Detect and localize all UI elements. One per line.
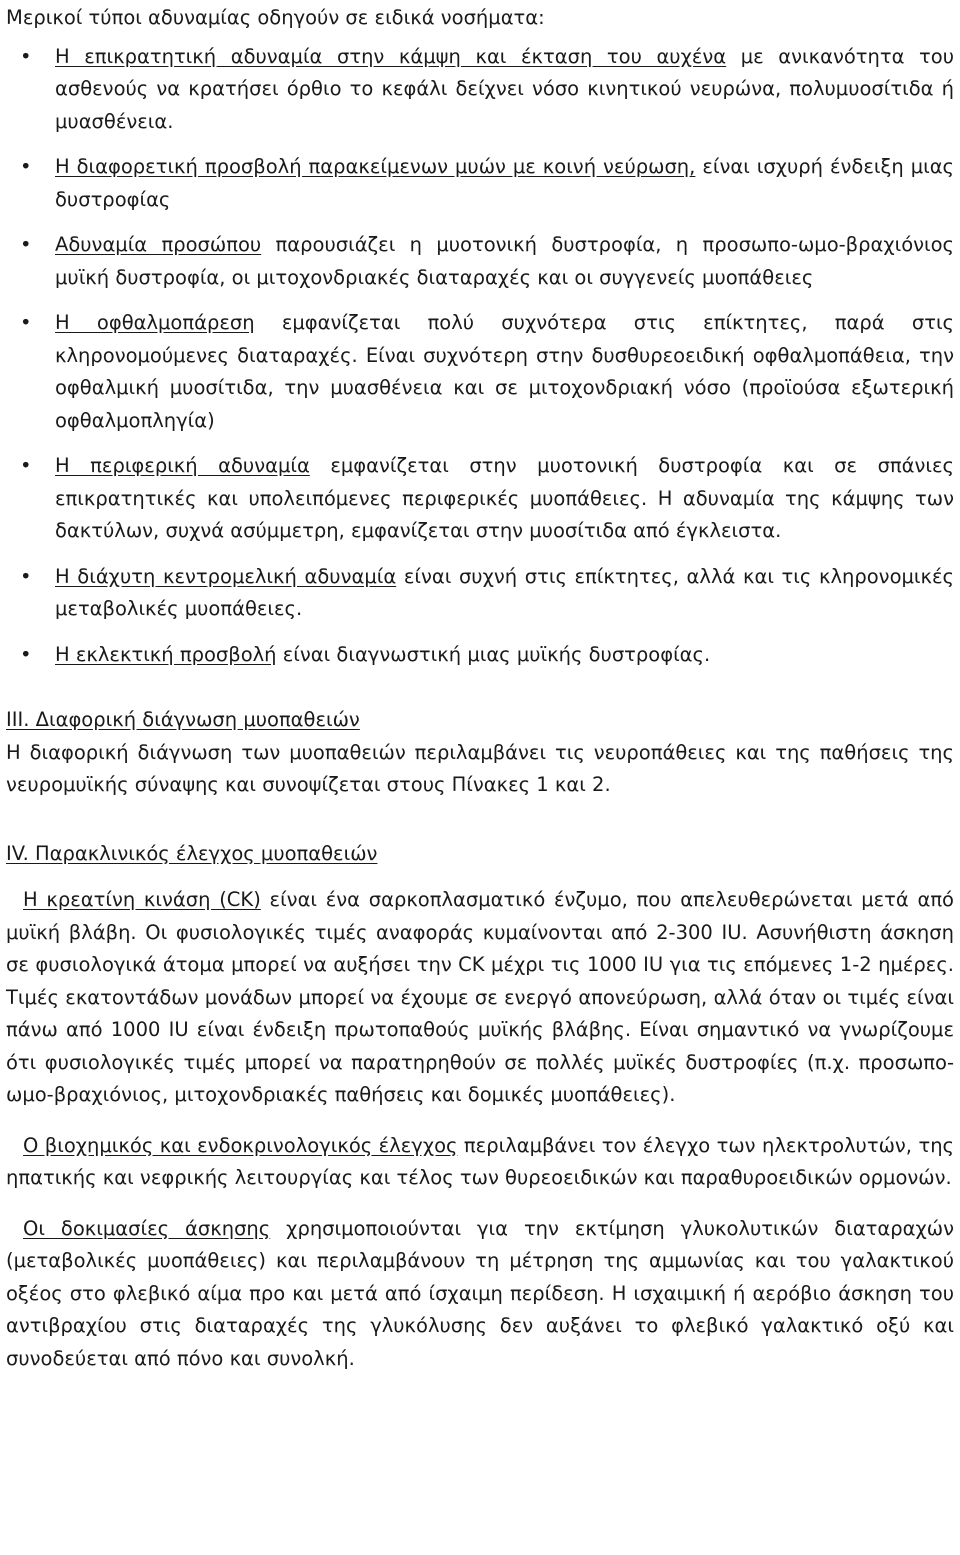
exercise-paragraph-text: χρησιμοποιούνται για την εκτίμηση γλυκολυτικών διαταραχών (μεταβολικές μυοπάθειες) και περιλαμβάνουν τη μέτρηση της αμμωνίας και του γαλακτικού οξέος στο φλεβικό αίμα προ και μετά από ίσχαιμη περίδεση. Η ισχαιμική ή αερόβιο άσκηση του αντιβραχίου στις διαταραχές της γλυκόλυσης δεν αυξάνει το φλεβικό γαλακτικό οξύ και συνοδεύεται από πόνο και συνολκή. (6, 1216, 954, 1370)
list-item-text: είναι συχνή στις επίκτητες, αλλά και τις κληρονομικές μεταβολικές μυοπάθειες. (55, 564, 954, 620)
bullet-icon: • (20, 564, 32, 588)
list-item-text: παρουσιάζει η μυοτονική δυστροφία, η προσωπο-ωμο-βραχιόνιος μυϊκή δυστροφία, οι μιτοχονδριακές διαταραχές και οι συγγενείς μυοπάθειες (55, 233, 955, 289)
list-item-text: είναι ισχυρή ένδειξη μιας δυστροφίας (55, 155, 954, 211)
section-3-heading: III. Διαφορική διάγνωση μυοπαθειών (6, 708, 360, 731)
list-item-text: εμφανίζεται πολύ συχνότερα στις επίκτητες, παρά στις κληρονομούμενες διαταραχές. Είναι συχνότερη στην δυσθυρεοειδική οφθαλμοπάθεια, την οφθαλμική μυοσίτιδα, την μυασθένεια και σε μιτοχονδριακή νόσο (προϊούσα εξωτερική οφθαλμοπληγία) (55, 311, 955, 432)
bullet-icon: • (20, 44, 32, 68)
bullet-icon: • (20, 155, 32, 178)
ck-paragraph-text: είναι ένα σαρκοπλασματικό ένζυμο, που απελευθερώνεται μετά από μυϊκή βλάβη. Οι φυσιολογικές τιμές αναφοράς κυμαίνονται από 2-300 IU. Ασυνήθιστη άσκηση σε φυσιολογικά άτομα μπορεί να αυξήσει την CK μέχρι τις 1000 IU για τις επόμενες 1-2 ημέρες. Τιμές εκατοντάδων μονάδων μπορεί να έχουμε σε ενεργό απονεύρωση, αλλά όταν οι τιμές είναι πάνω από 1000 IU είναι ένδειξη πρωτοπαθούς μυϊκής βλάβης. Είναι σημαντικό να γνωρίζουμε ότι φυσιολογικές τιμές μπορεί να παρατηρηθούν σε πολλές μυϊκές δυστροφίες (π.χ. προσωπο-ωμο-βραχιόνιος, μιτοχονδριακές παθήσεις και δομικές μυοπάθειες). (6, 888, 954, 1106)
list-item (6, 41, 954, 139)
biochem-paragraph (6, 1130, 954, 1195)
list-item (6, 151, 954, 216)
list-item (6, 307, 954, 437)
list-item-text: εμφανίζεται στην μυοτονική δυστροφία και σε σπάνιες επικρατητικές και υπολειπόμενες περιφερικές μυοπάθειες. Η αδυναμία της κάμψης των δακτύλων, συχνά ασύμμετρη, εμφανίζεται στην μυοσίτιδα από έγκλειστα. (55, 454, 954, 542)
section-3-text: Η διαφορική διάγνωση των μυοπαθειών περιλαμβάνει τις νευροπάθειες και της παθήσεις της νευρομυϊκής σύναψης και συνοψίζεται στους Πίνακες 1 και 2. (6, 740, 954, 796)
list-item-underlined: Η επικρατητική αδυναμία στην κάμψη και έκταση του αυχένα (55, 44, 727, 68)
list-item-text: είναι διαγνωστική μιας μυϊκής δυστροφίας. (276, 642, 711, 666)
bullet-icon: • (20, 454, 32, 477)
section-4-heading: IV. Παρακλινικός έλεγχος μυοπαθειών (6, 841, 378, 865)
list-item-underlined: Η οφθαλμοπάρεση (55, 311, 255, 334)
document-page (0, 2, 960, 1555)
biochem-paragraph-text: περιλαμβάνει τον έλεγχο των ηλεκτρολυτών, της ηπατικής και νεφρικής λειτουργίας και τέλος των θυρεοειδικών και παραθυροειδικών ορμονών. (6, 1133, 954, 1189)
intro-text: Μερικοί τύποι αδυναμίας οδηγούν σε ειδικά νοσήματα: (6, 6, 545, 29)
weakness-list (6, 41, 954, 672)
list-item-underlined: Η διάχυτη κεντρομελική αδυναμία (55, 564, 397, 588)
bullet-icon: • (20, 642, 32, 666)
bullet-icon: • (20, 311, 32, 334)
bullet-icon: • (20, 233, 32, 256)
list-item-text: με ανικανότητα του ασθενούς να κρατήσει όρθιο το κεφάλι δείχνει νόσο κινητικού νευρώνα, πολυμυοσίτιδα ή μυασθένεια. (55, 44, 954, 133)
list-item (6, 561, 954, 626)
ck-paragraph (6, 884, 954, 1112)
exercise-paragraph-underlined: Οι δοκιμασίες άσκησης (23, 1216, 271, 1240)
list-item-underlined: Η εκλεκτική προσβολή (55, 642, 277, 666)
list-item-underlined: Η περιφερική αδυναμία (55, 454, 310, 477)
biochem-paragraph-underlined: Ο βιοχημικός και ενδοκρινολογικός έλεγχος (23, 1133, 458, 1157)
list-item (6, 450, 954, 548)
list-item-underlined: Η διαφορετική προσβολή παρακείμενων μυών με κοινή νεύρωση, (55, 155, 696, 178)
ck-paragraph-underlined: Η κρεατίνη κινάση (CK) (23, 888, 261, 911)
list-item (6, 229, 954, 294)
list-item-underlined: Αδυναμία προσώπου (55, 233, 262, 256)
list-item (6, 639, 954, 672)
exercise-paragraph (6, 1213, 954, 1376)
